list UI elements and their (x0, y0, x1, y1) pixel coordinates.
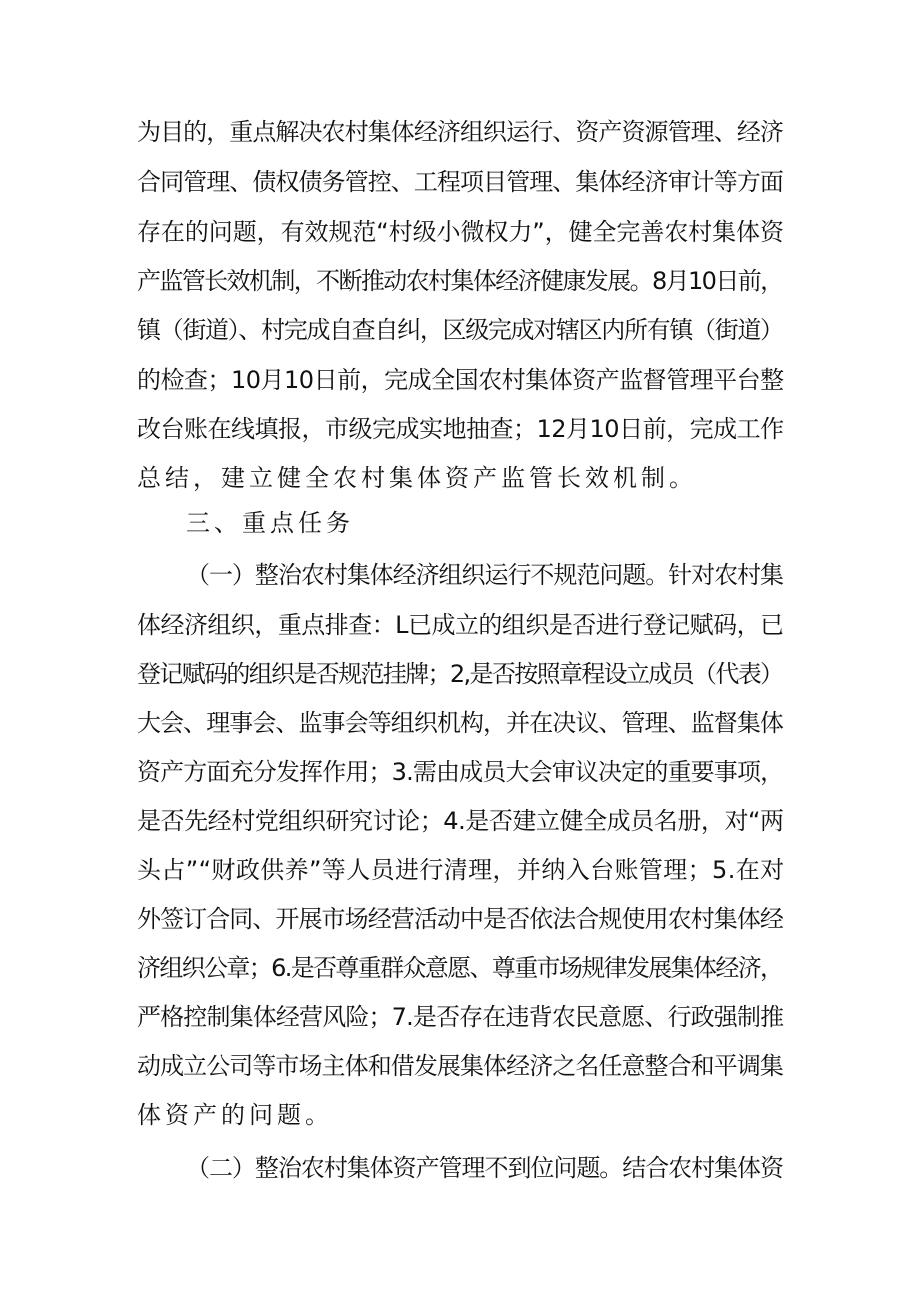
body-line: 为目的，重点解决农村集体经济组织运行、资产资源管理、经济 (137, 118, 783, 146)
body-line: 总结，建立健全农村集体资产监管长效机制。 (137, 464, 697, 492)
body-line: 登记赋码的组织是否规范挂牌；2,是否按照章程设立成员（代表） (137, 660, 783, 688)
body-line: 体经济组织，重点排查：L已成立的组织是否进行登记赋码，已 (137, 611, 784, 639)
body-line: 合同管理、债权债务管控、工程项目管理、集体经济审计等方面 (137, 168, 783, 196)
subsection-heading-line: （一）整治农村集体经济组织运行不规范问题。针对农村集 (186, 561, 783, 589)
body-line: 外签订合同、开展市场经营活动中是否依法合规使用农村集体经 (137, 905, 783, 933)
body-line: 资产方面充分发挥作用；3.需由成员大会审议决定的重要事项， (137, 758, 784, 786)
body-line: 济组织公章；6.是否尊重群众意愿、尊重市场规律发展集体经济， (137, 954, 783, 982)
body-line: 改台账在线填报，市级完成实地抽查；12月10日前，完成工作 (137, 415, 784, 443)
subsection-heading-line: （二）整治农村集体资产管理不到位问题。结合农村集体资 (186, 1154, 783, 1182)
body-line: 的检查；10月10日前，完成全国农村集体资产监督管理平台整 (137, 366, 784, 394)
body-line: 是否先经村党组织研究讨论；4.是否建立健全成员名册，对“两 (137, 807, 784, 835)
body-line: 镇（街道）、村完成自查自纠，区级完成对辖区内所有镇（街道） (137, 316, 783, 344)
body-line: 头占”“财政供养”等人员进行清理，并纳入台账管理；5.在对 (137, 856, 785, 884)
body-line: 动成立公司等市场主体和借发展集体经济之名任意整合和平调集 (137, 1052, 783, 1080)
section-heading: 三、重点任务 (186, 509, 354, 537)
body-line: 严格控制集体经营风险；7.是否存在违背农民意愿、行政强制推 (137, 1003, 784, 1031)
body-line: 存在的问题，有效规范“村级小微权力”，健全完善农村集体资 (137, 218, 784, 246)
body-line: 大会、理事会、监事会等组织机构，并在决议、管理、监督集体 (137, 709, 783, 737)
body-line: 体资产的问题。 (137, 1101, 333, 1129)
body-line: 产监管长效机制，不断推动农村集体经济健康发展。8月10日前， (137, 267, 783, 295)
